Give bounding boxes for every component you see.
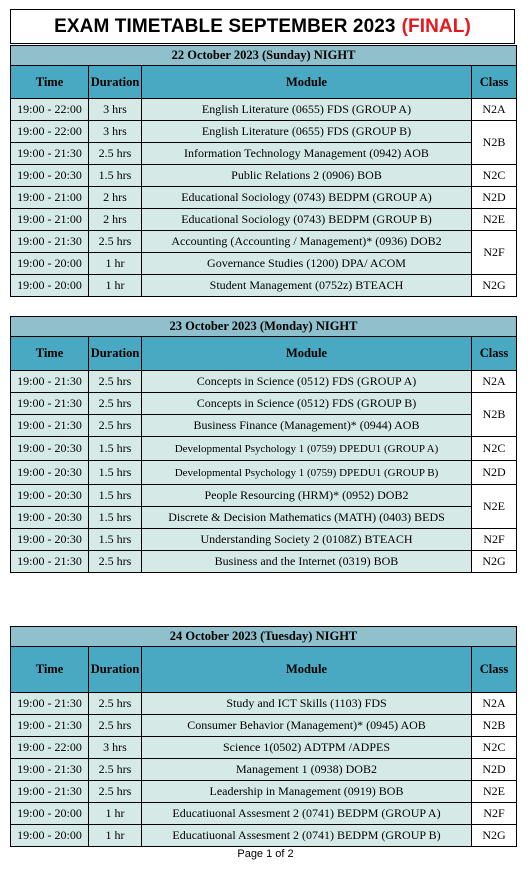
- cell-module: Concepts in Science (0512) FDS (GROUP A): [142, 371, 472, 393]
- cell-time: 19:00 - 21:30: [11, 715, 89, 737]
- cell-class: N2A: [472, 371, 517, 393]
- cell-duration: 2.5 hrs: [89, 759, 142, 781]
- cell-time: 19:00 - 21:30: [11, 371, 89, 393]
- cell-time: 19:00 - 20:00: [11, 253, 89, 275]
- cell-time: 19:00 - 20:00: [11, 275, 89, 297]
- table-row: [11, 485, 517, 507]
- cell-class: N2F: [472, 529, 517, 551]
- cell-module: Information Technology Management (0942) AOB: [142, 143, 472, 165]
- col-time: Time: [11, 647, 89, 693]
- table-row: [11, 187, 517, 209]
- cell-duration: 1 hr: [89, 275, 142, 297]
- cell-class: N2A: [472, 99, 517, 121]
- cell-class: N2E: [472, 485, 517, 529]
- table-row: [11, 165, 517, 187]
- cell-class: N2G: [472, 275, 517, 297]
- cell-class: N2F: [472, 803, 517, 825]
- cell-module: People Resourcing (HRM)* (0952) DOB2: [142, 485, 472, 507]
- cell-duration: 1.5 hrs: [89, 437, 142, 461]
- cell-time: 19:00 - 21:00: [11, 209, 89, 231]
- cell-duration: 2.5 hrs: [89, 415, 142, 437]
- cell-time: 19:00 - 22:00: [11, 121, 89, 143]
- table-row: [11, 393, 517, 415]
- table-row: [11, 371, 517, 393]
- table-row: [11, 507, 517, 529]
- table-row: [11, 693, 517, 715]
- col-module: Module: [142, 647, 472, 693]
- cell-class: N2G: [472, 551, 517, 573]
- cell-duration: 2.5 hrs: [89, 551, 142, 573]
- table-row: [11, 529, 517, 551]
- day-heading: 24 October 2023 (Tuesday) NIGHT: [11, 627, 517, 647]
- col-module: Module: [142, 66, 472, 99]
- cell-module: Educational Sociology (0743) BEDPM (GROUP B): [142, 209, 472, 231]
- table-row: [11, 437, 517, 461]
- table-row: [11, 781, 517, 803]
- cell-class: N2C: [472, 737, 517, 759]
- col-module: Module: [142, 337, 472, 371]
- cell-duration: 3 hrs: [89, 737, 142, 759]
- cell-module: Educatiuonal Assesment 2 (0741) BEDPM (GROUP B): [142, 825, 472, 847]
- cell-duration: 2.5 hrs: [89, 231, 142, 253]
- day-heading: 23 October 2023 (Monday) NIGHT: [11, 317, 517, 337]
- cell-time: 19:00 - 20:30: [11, 507, 89, 529]
- cell-duration: 1 hr: [89, 803, 142, 825]
- cell-class: N2F: [472, 231, 517, 275]
- cell-time: 19:00 - 21:30: [11, 759, 89, 781]
- cell-class: N2E: [472, 781, 517, 803]
- cell-duration: 3 hrs: [89, 121, 142, 143]
- cell-time: 19:00 - 20:30: [11, 461, 89, 485]
- cell-module: Educatiuonal Assesment 2 (0741) BEDPM (GROUP A): [142, 803, 472, 825]
- table-row: [11, 737, 517, 759]
- cell-class: N2D: [472, 759, 517, 781]
- title-status: (FINAL): [401, 15, 471, 37]
- cell-time: 19:00 - 20:00: [11, 803, 89, 825]
- cell-time: 19:00 - 20:30: [11, 529, 89, 551]
- cell-duration: 2 hrs: [89, 209, 142, 231]
- cell-duration: 2.5 hrs: [89, 781, 142, 803]
- cell-duration: 2.5 hrs: [89, 715, 142, 737]
- cell-module: Management 1 (0938) DOB2: [142, 759, 472, 781]
- cell-duration: 2.5 hrs: [89, 693, 142, 715]
- cell-module: Consumer Behavior (Management)* (0945) AOB: [142, 715, 472, 737]
- table-row: [11, 803, 517, 825]
- cell-duration: 1 hr: [89, 253, 142, 275]
- table-row: [11, 209, 517, 231]
- col-duration: Duration: [89, 66, 142, 99]
- cell-module: Study and ICT Skills (1103) FDS: [142, 693, 472, 715]
- cell-time: 19:00 - 21:30: [11, 693, 89, 715]
- cell-module: Science 1(0502) ADTPM /ADPES: [142, 737, 472, 759]
- cell-duration: 2.5 hrs: [89, 371, 142, 393]
- cell-class: N2B: [472, 393, 517, 437]
- table-row: [11, 99, 517, 121]
- cell-duration: 2.5 hrs: [89, 393, 142, 415]
- cell-time: 19:00 - 21:30: [11, 781, 89, 803]
- col-class: Class: [472, 337, 517, 371]
- cell-module: English Literature (0655) FDS (GROUP A): [142, 99, 472, 121]
- table-row: [11, 759, 517, 781]
- cell-class: N2B: [472, 715, 517, 737]
- table-row: [11, 551, 517, 573]
- table-row: [11, 231, 517, 253]
- page-title: [10, 9, 515, 44]
- cell-class: N2E: [472, 209, 517, 231]
- cell-class: N2C: [472, 437, 517, 461]
- cell-time: 19:00 - 21:30: [11, 415, 89, 437]
- cell-time: 19:00 - 20:30: [11, 437, 89, 461]
- cell-time: 19:00 - 21:30: [11, 551, 89, 573]
- cell-module: Accounting (Accounting / Management)* (0936) DOB2: [142, 231, 472, 253]
- table-row: [11, 143, 517, 165]
- col-class: Class: [472, 647, 517, 693]
- cell-module: English Literature (0655) FDS (GROUP B): [142, 121, 472, 143]
- cell-duration: 1 hr: [89, 825, 142, 847]
- day-heading: 22 October 2023 (Sunday) NIGHT: [11, 46, 517, 66]
- cell-duration: 1.5 hrs: [89, 485, 142, 507]
- page-footer: Page 1 of 2: [237, 848, 294, 860]
- cell-duration: 3 hrs: [89, 99, 142, 121]
- cell-module: Student Management (0752z) BTEACH: [142, 275, 472, 297]
- cell-module: Educational Sociology (0743) BEDPM (GROUP A): [142, 187, 472, 209]
- cell-duration: 2.5 hrs: [89, 143, 142, 165]
- cell-module: Business Finance (Management)* (0944) AOB: [142, 415, 472, 437]
- col-time: Time: [11, 337, 89, 371]
- cell-time: 19:00 - 21:30: [11, 143, 89, 165]
- col-class: Class: [472, 66, 517, 99]
- cell-module: Public Relations 2 (0906) BOB: [142, 165, 472, 187]
- cell-time: 19:00 - 20:30: [11, 165, 89, 187]
- cell-duration: 1.5 hrs: [89, 165, 142, 187]
- day-table-3: [10, 626, 517, 847]
- cell-class: N2B: [472, 121, 517, 165]
- cell-module: Business and the Internet (0319) BOB: [142, 551, 472, 573]
- day-table-2: [10, 316, 517, 573]
- cell-time: 19:00 - 21:30: [11, 231, 89, 253]
- cell-class: N2D: [472, 461, 517, 485]
- cell-time: 19:00 - 22:00: [11, 737, 89, 759]
- cell-time: 19:00 - 21:00: [11, 187, 89, 209]
- cell-duration: 1.5 hrs: [89, 529, 142, 551]
- cell-module: Concepts in Science (0512) FDS (GROUP B): [142, 393, 472, 415]
- table-row: [11, 415, 517, 437]
- table-row: [11, 715, 517, 737]
- cell-class: N2G: [472, 825, 517, 847]
- cell-module: Governance Studies (1200) DPA/ ACOM: [142, 253, 472, 275]
- cell-time: 19:00 - 20:30: [11, 485, 89, 507]
- cell-class: N2D: [472, 187, 517, 209]
- cell-duration: 1.5 hrs: [89, 461, 142, 485]
- cell-module: Developmental Psychology 1 (0759) DPEDU1 (GROUP B): [142, 461, 472, 485]
- cell-duration: 1.5 hrs: [89, 507, 142, 529]
- cell-time: 19:00 - 20:00: [11, 825, 89, 847]
- cell-duration: 2 hrs: [89, 187, 142, 209]
- cell-class: N2C: [472, 165, 517, 187]
- title-text: EXAM TIMETABLE SEPTEMBER 2023: [54, 15, 396, 37]
- table-row: [11, 461, 517, 485]
- col-time: Time: [11, 66, 89, 99]
- col-duration: Duration: [89, 647, 142, 693]
- cell-module: Developmental Psychology 1 (0759) DPEDU1 (GROUP A): [142, 437, 472, 461]
- cell-class: N2A: [472, 693, 517, 715]
- day-table-1: [10, 45, 517, 297]
- cell-module: Understanding Society 2 (0108Z) BTEACH: [142, 529, 472, 551]
- cell-time: 19:00 - 21:30: [11, 393, 89, 415]
- cell-module: Discrete & Decision Mathematics (MATH) (0403) BEDS: [142, 507, 472, 529]
- table-row: [11, 121, 517, 143]
- table-row: [11, 275, 517, 297]
- table-row: [11, 253, 517, 275]
- cell-module: Leadership in Management (0919) BOB: [142, 781, 472, 803]
- cell-time: 19:00 - 22:00: [11, 99, 89, 121]
- table-row: [11, 825, 517, 847]
- col-duration: Duration: [89, 337, 142, 371]
